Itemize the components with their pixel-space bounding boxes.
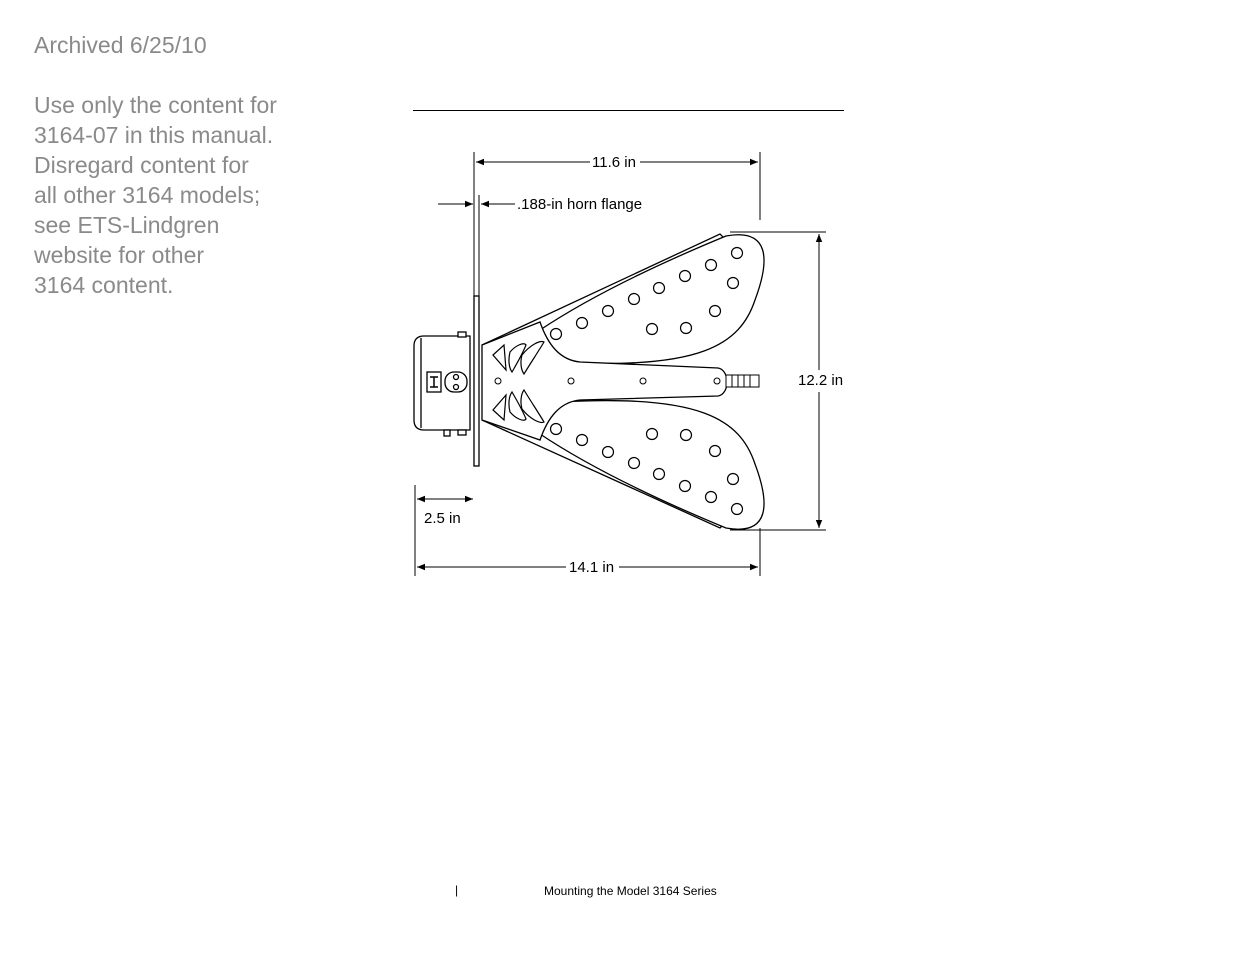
dim-label-flange: .188-in horn flange (517, 196, 643, 213)
note-line-4: all other 3164 models; (34, 182, 261, 208)
mounting-box (414, 332, 470, 436)
footer-title: Mounting the Model 3164 Series (544, 884, 717, 898)
horn-flange-plate (474, 296, 479, 466)
dim-label-width-horn: 11.6 in (592, 154, 636, 171)
note-line-6: website for other (34, 242, 205, 268)
dim-label-depth-mount: 2.5 in (424, 510, 461, 527)
footer-separator: | (455, 883, 459, 897)
archived-date: Archived 6/25/10 (34, 32, 207, 58)
note-line-7: 3164 content. (34, 272, 174, 298)
note-line-3: Disregard content for (34, 152, 249, 178)
note-line-5: see ETS-Lindgren (34, 212, 220, 238)
dim-label-overall-length: 14.1 in (569, 559, 615, 576)
note-line-1: Use only the content for (34, 92, 277, 118)
dim-label-height: 12.2 in (798, 372, 844, 389)
note-line-2: 3164-07 in this manual. (34, 122, 274, 148)
feed-connector (726, 375, 759, 387)
